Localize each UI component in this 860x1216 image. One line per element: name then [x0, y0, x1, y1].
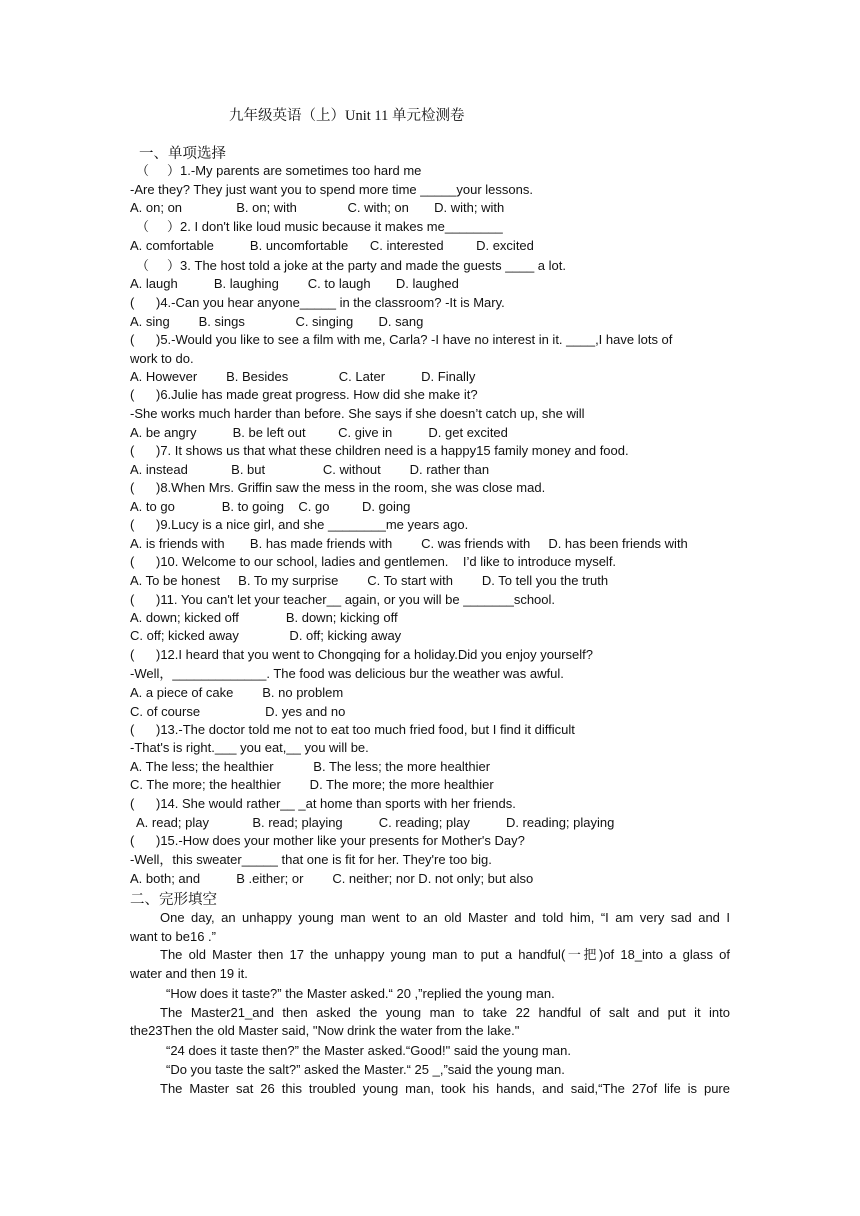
answer-options: C. The more; the healthier D. The more; the more healthier	[130, 777, 494, 792]
answer-options: A. to go B. to going C. go D. going	[130, 499, 411, 514]
answer-options: A. laugh B. laughing C. to laugh D. laughed	[130, 276, 459, 291]
answer-options: A. To be honest B. To my surprise C. To start with D. To tell you the truth	[130, 573, 609, 588]
cloze-line: The old Master then 17 the unhappy young man to put a handful(一把)of 18_into a glass of	[160, 947, 730, 962]
question-line: ( )10. Welcome to our school, ladies and gentlemen. I’d like to introduce myself.	[130, 554, 617, 569]
question-line: -Are they? They just want you to spend more time _____your lessons.	[130, 182, 533, 197]
question-line: ( )5.-Would you like to see a film with me, Carla? -I have no interest in it. ____,I have lots of	[130, 332, 673, 347]
cloze-line: The Master21_and then asked the young man to take 22 handful of salt and put it into	[160, 1005, 730, 1020]
answer-options: A. instead B. but C. without D. rather than	[130, 462, 490, 477]
question-line: （ ）1.-My parents are sometimes too hard me	[136, 163, 422, 178]
cloze-line: “24 does it taste then?” the Master asked.“Good!" said the young man.	[166, 1043, 571, 1058]
cloze-line: The Master sat 26 this troubled young man, took his hands, and said,“The 27of life is pure	[160, 1081, 730, 1096]
cloze-line: want to be16 .”	[130, 929, 216, 944]
question-line: ( )8.When Mrs. Griffin saw the mess in the room, she was close mad.	[130, 480, 546, 495]
question-line: ( )4.-Can you hear anyone_____ in the classroom? -It is Mary.	[130, 295, 505, 310]
section-heading-multiple-choice: 一、单项选择	[139, 146, 226, 162]
question-line: -Well，this sweater_____ that one is fit for her. They're too big.	[130, 852, 492, 867]
question-line: ( )13.-The doctor told me not to eat too much fried food, but I find it difficult	[130, 722, 575, 737]
answer-options: C. of course D. yes and no	[130, 704, 346, 719]
answer-options: A. be angry B. be left out C. give in D. get excited	[130, 425, 508, 440]
question-line: -She works much harder than before. She says if she doesn’t catch up, she will	[130, 406, 585, 421]
question-line: ( )11. You can't let your teacher__ again, or you will be _______school.	[130, 592, 556, 607]
question-line: -That's is right.___ you eat,__ you will be.	[130, 740, 369, 755]
question-line: ( )7. It shows us that what these children need is a happy15 family money and food.	[130, 443, 629, 458]
question-line: ( )6.Julie has made great progress. How did she make it?	[130, 387, 478, 402]
question-line: -Well，_____________. The food was delicious bur the weather was awful.	[130, 666, 564, 681]
answer-options: A. comfortable B. uncomfortable C. interested D. excited	[130, 238, 534, 253]
question-line: ( )12.I heard that you went to Chongqing for a holiday.Did you enjoy yourself?	[130, 647, 593, 662]
question-line: ( )14. She would rather__ _at home than sports with her friends.	[130, 796, 516, 811]
question-line: work to do.	[130, 351, 194, 366]
page-title: 九年级英语（上）Unit 11 单元检测卷	[229, 108, 465, 124]
question-line: ( )15.-How does your mother like your presents for Mother's Day?	[130, 833, 525, 848]
question-line: （ ）2. I don't like loud music because it makes me________	[136, 219, 503, 234]
question-line: ( )9.Lucy is a nice girl, and she ________me years ago.	[130, 517, 469, 532]
answer-options: A. is friends with B. has made friends with C. was friends with D. has been friends with	[130, 536, 688, 551]
answer-options: A. a piece of cake B. no problem	[130, 685, 344, 700]
cloze-line: One day, an unhappy young man went to an old Master and told him, “I am very sad and I	[160, 910, 730, 925]
cloze-line: the23Then the old Master said, "Now drink the water from the lake."	[130, 1023, 520, 1038]
answer-options: A. on; on B. on; with C. with; on D. with; with	[130, 200, 505, 215]
answer-options: A. both; and B .either; or C. neither; nor D. not only; but also	[130, 871, 534, 886]
cloze-line: “How does it taste?” the Master asked.“ 20 ,”replied the young man.	[166, 986, 555, 1001]
answer-options: A. sing B. sings C. singing D. sang	[130, 314, 424, 329]
section-heading-cloze: 二、完形填空	[130, 892, 217, 908]
answer-options: C. off; kicked away D. off; kicking away	[130, 628, 402, 643]
answer-options: A. read; play B. read; playing C. reading; play D. reading; playing	[136, 815, 615, 830]
answer-options: A. down; kicked off B. down; kicking off	[130, 610, 398, 625]
answer-options: A. The less; the healthier B. The less; the more healthier	[130, 759, 491, 774]
answer-options: A. However B. Besides C. Later D. Finally	[130, 369, 476, 384]
question-line: （ ）3. The host told a joke at the party and made the guests ____ a lot.	[136, 258, 566, 273]
cloze-line: “Do you taste the salt?” asked the Master.“ 25 _,”said the young man.	[166, 1062, 565, 1077]
cloze-line: water and then 19 it.	[130, 966, 248, 981]
